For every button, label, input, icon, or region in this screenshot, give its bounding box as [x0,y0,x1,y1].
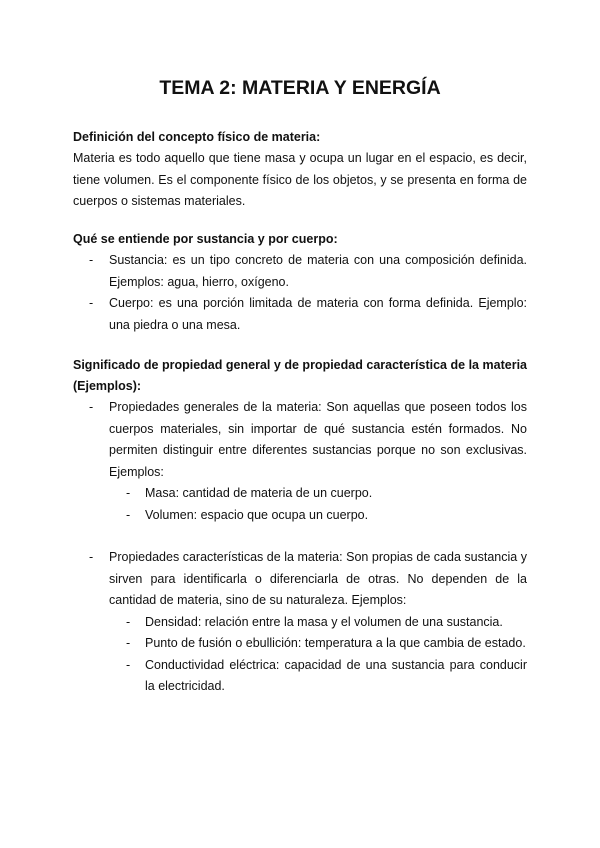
list-item-propiedades-generales [73,397,527,526]
section-propiedades [73,355,527,698]
dash-list [73,397,527,698]
section-sustancia-cuerpo [73,229,527,336]
list-item-text: Propiedades generales de la materia: Son aquellas que poseen todos los cuerpos materiales, sin importar de qué sustancia estén formados. No permiten distinguir entre diferentes sustancias porque no son exclusivas. Ejemplos: [109,400,527,479]
sub-list-item: - Densidad: relación entre la masa y el volumen de una sustancia. [109,612,527,634]
sub-list-item: - Conductividad eléctrica: capacidad de una sustancia para conducir la electricidad. [109,655,527,698]
list-spacer [73,526,527,547]
list-item: - Cuerpo: es una porción limitada de materia con forma definida. Ejemplo: una piedra o una mesa. [73,293,527,336]
page-title: TEMA 2: MATERIA Y ENERGÍA [159,77,441,99]
list-item: - Sustancia: es un tipo concreto de materia con una composición definida. Ejemplos: agua, hierro, oxígeno. [73,250,527,293]
sub-list-item: - Masa: cantidad de materia de un cuerpo. [109,483,527,505]
section-paragraph: Materia es todo aquello que tiene masa y ocupa un lugar en el espacio, es decir, tiene volumen. Es el componente físico de los objetos, y se presenta en forma de cuerpos o sistemas materiales. [73,151,527,208]
sub-list-item: - Volumen: espacio que ocupa un cuerpo. [109,505,527,527]
section-definicion-materia [73,127,527,213]
sub-list-item: - Punto de fusión o ebullición: temperatura a la que cambia de estado. [109,633,527,655]
sub-list [109,483,527,526]
section-heading: Qué se entiende por sustancia y por cuerpo: [73,232,338,246]
section-heading: Significado de propiedad general y de propiedad característica de la materia (Ejemplos): [73,358,527,393]
list-item-text: Propiedades características de la materia: Son propias de cada sustancia y sirven para identificarla o diferenciarla de otras. No dependen de la cantidad de materia, sino de su naturaleza. Ejemplos: [109,550,527,607]
section-heading: Definición del concepto físico de materia: [73,130,321,144]
dash-list [73,250,527,336]
list-item-propiedades-caracteristicas [73,547,527,698]
sub-list [109,612,527,698]
